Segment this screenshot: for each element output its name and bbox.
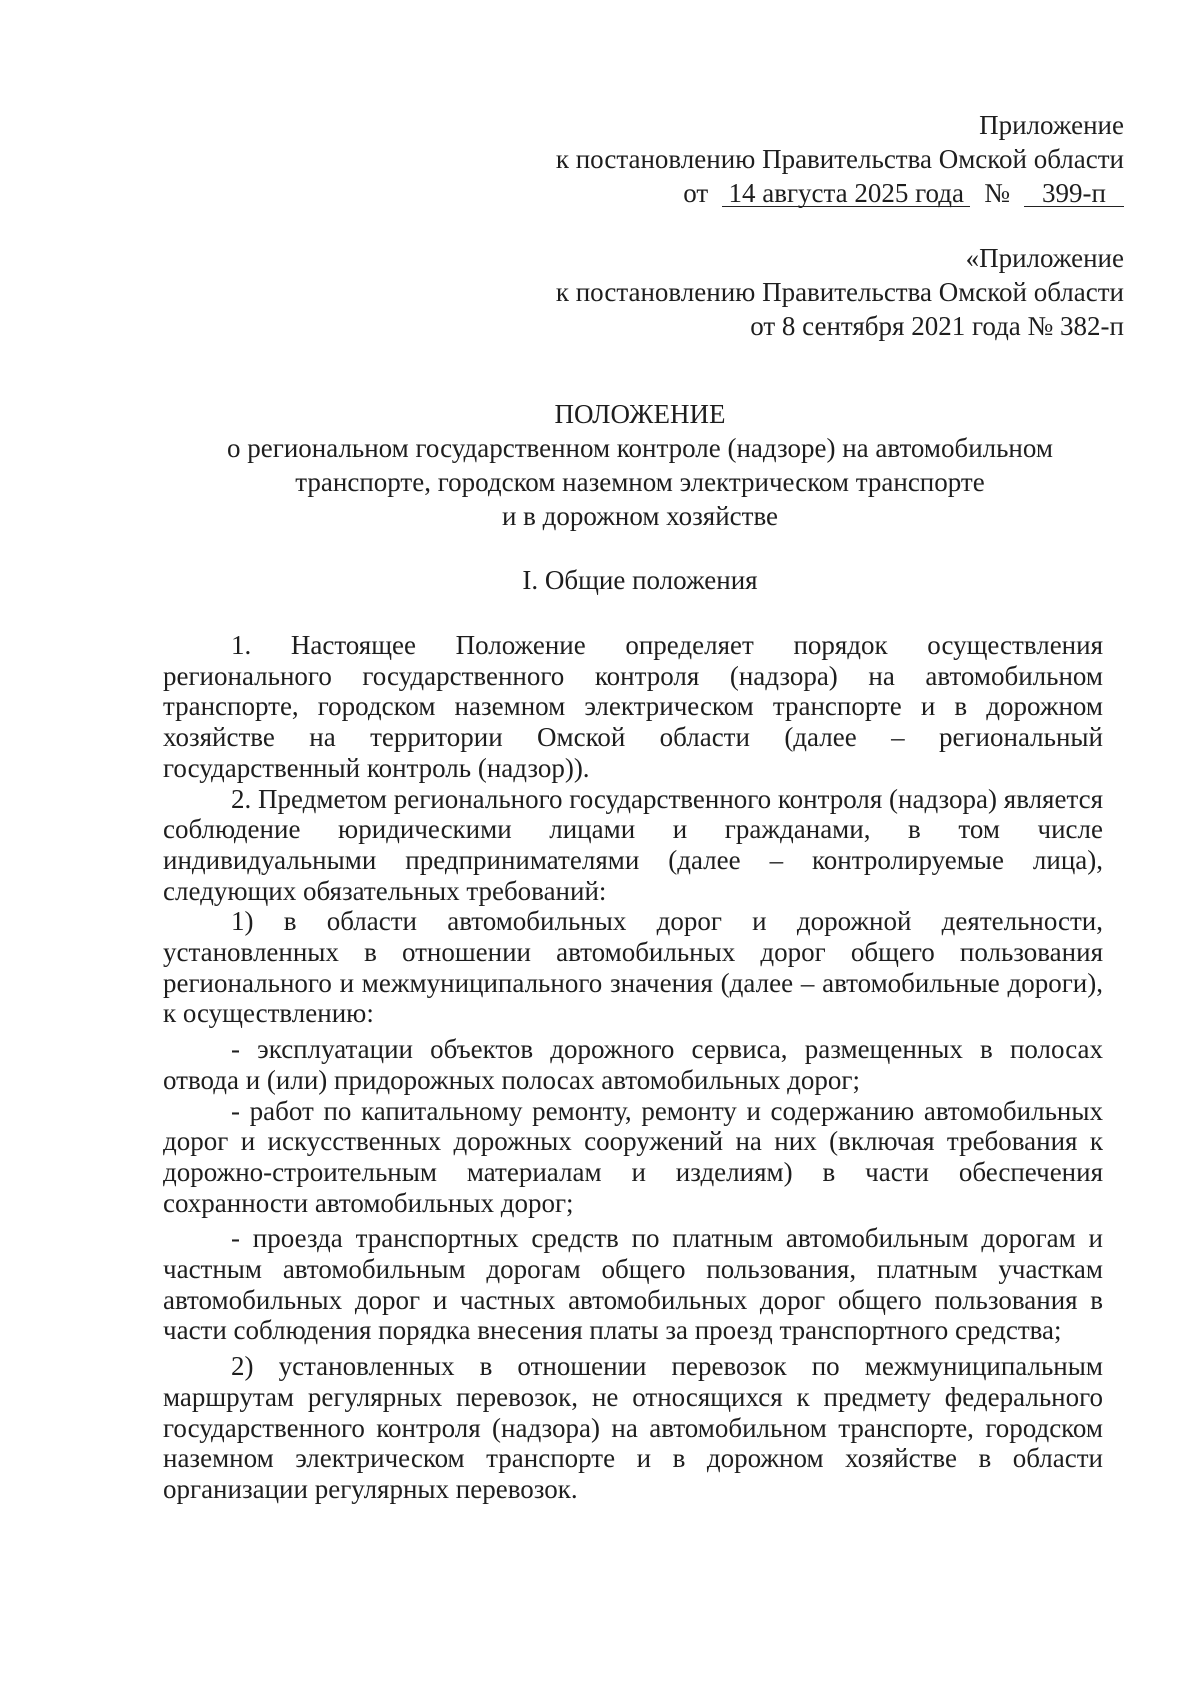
paragraph-1: 1. Настоящее Положение определяет порядок осуществления регионального государственного контроля (надзора) на автомобильном транспорте, городском наземном электрическом транспорте и в дорожном хозяйстве на территории Омской области (далее – региональный государственный контроль (надзор)). xyxy=(163,630,1103,783)
paragraph-2: 2. Предметом регионального государственного контроля (надзора) является соблюдение юридическими лицами и гражданами, в том числе индивидуальными предпринимателями (далее – контролируемые лица), следующих обязательных требований: xyxy=(163,783,1103,906)
title-line-3: и в дорожном хозяйстве xyxy=(501,501,779,531)
title-line-2: транспорте, городском наземном электрическом транспорте xyxy=(295,467,985,497)
number-label: № xyxy=(984,178,1010,208)
appendix-decree-ref: к постановлению Правительства Омской области xyxy=(555,144,1124,174)
original-appendix-label: «Приложение xyxy=(965,243,1124,273)
section-title: I. Общие положения xyxy=(522,565,758,595)
paragraph-2-1-item-2: - работ по капитальному ремонту, ремонту и содержанию автомобильных дорог и искусственных дорожных сооружений на них (включая требования к дорожно-строительным материалам и изделиям) в части обеспечения сохранности автомобильных дорог; xyxy=(163,1095,1103,1218)
paragraph-2-1: 1) в области автомобильных дорог и дорожной деятельности, установленных в отношении автомобильных дорог общего пользования регионального и межмуниципального значения (далее – автомобильные дороги), к осуществлению: xyxy=(163,906,1103,1029)
appendix-date-line xyxy=(556,176,1124,210)
appendix-label: Приложение xyxy=(979,110,1124,140)
document-title xyxy=(150,397,1130,533)
original-appendix-header xyxy=(556,241,1124,343)
title-line-1: о региональном государственном контроле (надзоре) на автомобильном xyxy=(227,433,1053,463)
from-label: от xyxy=(683,178,709,208)
appendix-header xyxy=(556,108,1124,210)
decree-date: 14 августа 2025 года xyxy=(722,180,970,207)
title-heading: ПОЛОЖЕНИЕ xyxy=(554,399,726,429)
original-decree-ref: к постановлению Правительства Омской области xyxy=(555,277,1124,307)
paragraph-2-2: 2) установленных в отношении перевозок по межмуниципальным маршрутам регулярных перевозок, не относящихся к предмету федерального государственного контроля (надзора) на автомобильном транспорте, городском наземном электрическом транспорте и в дорожном хозяйстве в области организации регулярных перевозок. xyxy=(163,1351,1103,1504)
document-body xyxy=(163,630,1103,1505)
paragraph-2-1-item-3: - проезда транспортных средств по платным автомобильным дорогам и частным автомобильным дорогам общего пользования, платным участкам автомобильных дорог и частных автомобильных дорог общего пользования в части соблюдения порядка внесения платы за проезд транспортного средства; xyxy=(163,1223,1103,1346)
decree-number: 399-п xyxy=(1024,180,1124,207)
paragraph-2-1-item-1: - эксплуатации объектов дорожного сервиса, размещенных в полосах отвода и (или) придорожных полосах автомобильных дорог; xyxy=(163,1034,1103,1095)
original-decree-date: от 8 сентября 2021 года № 382-п xyxy=(750,311,1124,341)
